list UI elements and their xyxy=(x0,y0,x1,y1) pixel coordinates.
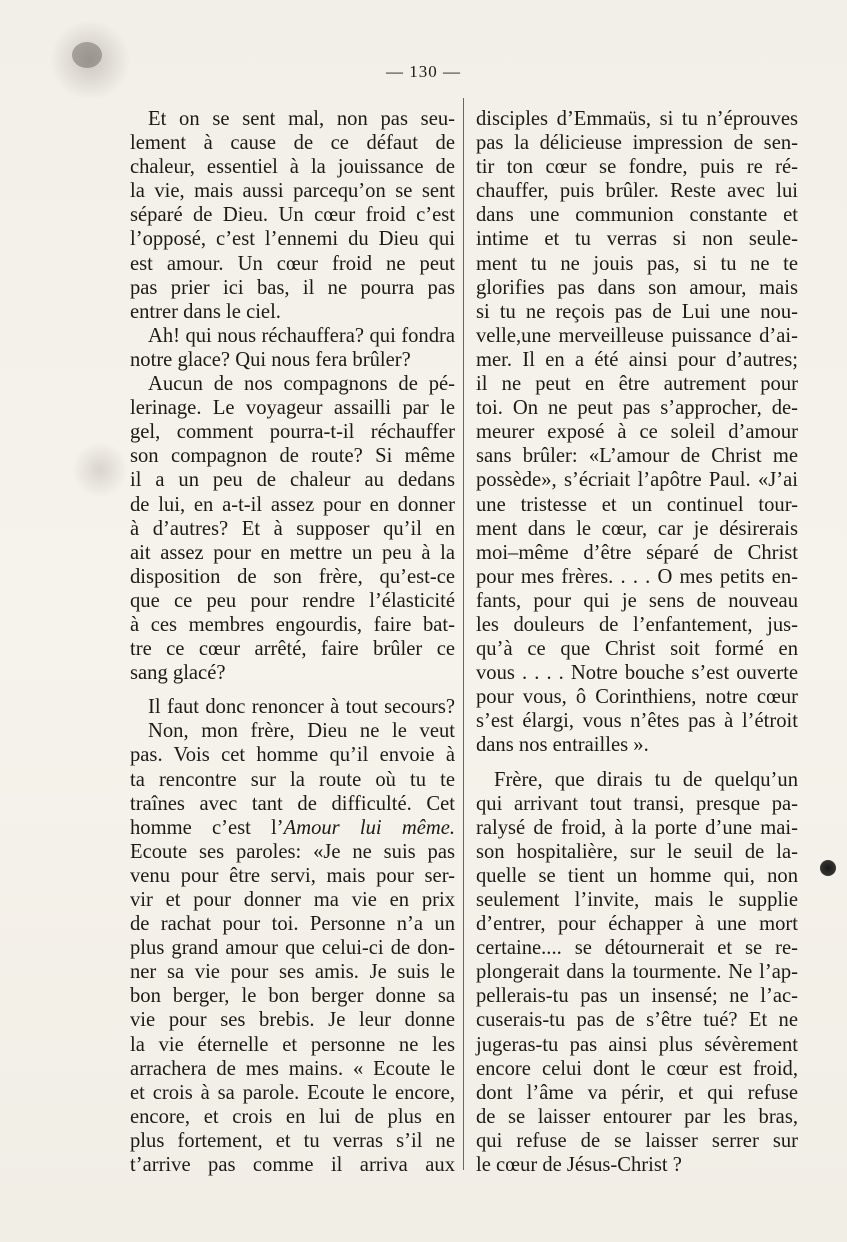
text-line: ner sa vie pour ses amis. Je suis le xyxy=(130,961,455,984)
text-line: le cœur de Jésus-Christ ? xyxy=(476,1154,682,1177)
text-line: arrachera de mes mains. « Ecoute le xyxy=(130,1057,455,1080)
text-line: gel, comment pourra-t-il réchauffer xyxy=(130,421,455,444)
text-line: les douleurs de l’enfantement, jus- xyxy=(476,613,798,636)
text-line: pas prier ici bas, il ne pourra pas xyxy=(130,276,455,299)
text-line: Il faut donc renoncer à tout secours? xyxy=(148,696,455,719)
text-line: Et on se sent mal, non pas seu- xyxy=(148,108,455,130)
text-line: venu pour être servi, mais pour ser- xyxy=(130,864,455,887)
text-line: ait assez pour en mettre un peu à la xyxy=(130,541,455,564)
text-line: chaleur, essentiel à la jouissance de xyxy=(130,156,455,179)
text-line: dans une communion constante et xyxy=(476,204,798,227)
text-line: séparé de Dieu. Un cœur froid c’est xyxy=(130,204,455,227)
text-line: sans brûler: «L’amour de Christ me xyxy=(476,445,798,468)
text-line: d’entrer, pour échapper à une mort xyxy=(476,913,798,936)
text-line: tir ton cœur se fondre, puis re ré- xyxy=(476,156,798,179)
text-line: de se laisser entourer par les bras, xyxy=(476,1105,798,1128)
text-line: certaine.... se détournerait et se re- xyxy=(476,937,798,960)
text-line: l’opposé, c’est l’ennemi du Dieu qui xyxy=(130,228,455,251)
text-line: quelle se tient un homme qui, non xyxy=(476,864,798,887)
text-line: plongerait dans la tourmente. Ne l’ap- xyxy=(476,961,798,984)
text-line: vie pour ses brebis. Je leur donne xyxy=(130,1009,455,1032)
text-line: jugeras-tu pas ainsi plus sévèrement xyxy=(476,1033,798,1056)
ink-blot xyxy=(820,860,836,876)
text-line: lerinage. Le voyageur assailli par le xyxy=(130,397,455,420)
text-line: ralysé de froid, à la porte d’une mai- xyxy=(476,816,798,839)
text-line: meurer exposé à ce soleil d’amour xyxy=(476,421,798,444)
text-line: et crois à sa parole. Ecoute le encore, xyxy=(130,1081,455,1104)
text-line: vir et pour donner ma vie en prix xyxy=(130,889,455,911)
text-line: si tu ne reçois pas de Lui une nou- xyxy=(476,300,798,323)
text-line: notre glace? Qui nous fera brûler? xyxy=(130,348,411,371)
paragraph-gap xyxy=(130,685,455,695)
text-line: de lui, en a-t-il assez pour en donner xyxy=(130,493,455,516)
text-line: pas la délicieuse impression de sen- xyxy=(476,132,798,155)
column-divider xyxy=(463,98,464,1170)
text-line: Frère, que dirais tu de quelqu’un xyxy=(494,768,798,791)
text-line: est amour. Un cœur froid ne peut xyxy=(130,252,455,275)
text-line: toi. On ne peut pas s’approcher, de- xyxy=(476,397,798,420)
text-line: ta rencontre sur la route où tu te xyxy=(130,768,455,791)
text-line: de rachat pour toi. Personne n’a un xyxy=(130,913,455,936)
text-line: vous . . . . Notre bouche s’est ouverte xyxy=(476,662,798,685)
text-line: une tristesse et un continuel tour- xyxy=(476,493,798,516)
text-line: homme c’est l’Amour lui même. xyxy=(130,816,455,839)
text-line: il a un peu de chaleur au dedans xyxy=(130,469,455,492)
text-line: velle,une merveilleuse puissance d’ai- xyxy=(476,324,798,347)
text-line: chauffer, puis brûler. Reste avec lui xyxy=(476,180,798,203)
text-line: s’est élargi, vous n’êtes pas à l’étroit xyxy=(476,710,798,733)
ink-blot xyxy=(72,42,102,68)
text-line: tre ce cœur arrêté, faire brûler ce xyxy=(130,638,455,661)
text-line: qui refuse de se laisser serrer sur xyxy=(476,1129,798,1152)
paragraph-gap xyxy=(476,758,798,768)
text-line: mer. Il en a été ainsi pour d’autres; xyxy=(476,348,798,371)
text-line: fants, pour qui je sens de nouveau xyxy=(476,589,798,612)
text-line: ment tu ne jouis pas, si tu ne te xyxy=(476,252,798,275)
text-line: plus grand amour que celui-ci de don- xyxy=(130,937,455,960)
text-line: la vie, mais aussi parcequ’on se sent xyxy=(130,180,455,203)
text-line: pour vous, ô Corinthiens, notre cœur xyxy=(476,686,798,709)
text-line: Aucun de nos compagnons de pé- xyxy=(148,373,455,396)
text-line: que ce peu pour rendre l’élasticité xyxy=(130,589,455,612)
text-line: son compagnon de route? Si même xyxy=(130,445,455,468)
left-column xyxy=(130,107,455,1177)
text-line: disciples d’Emmaüs, si tu n’éprouves xyxy=(476,108,798,130)
text-line: sang glacé? xyxy=(130,662,226,685)
text-line: pellerais-tu pas un insensé; ne l’ac- xyxy=(476,985,798,1008)
italic-phrase: Amour lui même. xyxy=(283,816,455,839)
text-line: il ne peut en être autrement pour xyxy=(476,373,798,396)
text-line: qui arrivant tout transi, presque pa- xyxy=(476,792,798,815)
text-line: glorifies pas dans son amour, mais xyxy=(476,276,798,299)
text-line: Ecoute ses paroles: «Je ne suis pas xyxy=(130,840,455,863)
text-line: bon berger, le bon berger donne sa xyxy=(130,985,455,1008)
text-line: possède», s’écriait l’apôtre Paul. «J’ai xyxy=(476,469,798,492)
text-line: dans nos entrailles ». xyxy=(476,734,649,757)
text-line: ment dans le cœur, car je désirerais xyxy=(476,517,798,540)
text-line: à ces membres engourdis, faire bat- xyxy=(130,613,455,636)
text-line: la vie éternelle et personne ne les xyxy=(130,1033,455,1056)
text-line: qu’à ce que Christ soit formé en xyxy=(476,638,798,661)
text-line: disposition de son frère, qu’est-ce xyxy=(130,565,455,588)
text-line: Non, mon frère, Dieu ne le veut xyxy=(148,720,455,743)
text-line: traînes avec tant de difficulté. Cet xyxy=(130,792,455,815)
text-line: encore, et crois en lui de plus en xyxy=(130,1105,455,1128)
page-number: — 130 — xyxy=(386,62,461,81)
text-line: lement à cause de ce défaut de xyxy=(130,132,455,155)
text-line: Ah! qui nous réchauffera? qui fondra xyxy=(148,324,455,347)
text-line: plus fortement, et tu verras s’il ne xyxy=(130,1129,455,1152)
text-line: entrer dans le ciel. xyxy=(130,300,281,323)
text-line: moi–même d’être séparé de Christ xyxy=(476,541,798,564)
text-line: cuserais-tu pas de s’être tué? Et ne xyxy=(476,1009,798,1032)
text-line: pas. Vois cet homme qu’il envoie à xyxy=(130,744,455,767)
text-line: seulement l’invite, mais le supplie xyxy=(476,889,798,911)
right-column xyxy=(476,107,798,1177)
text-line: son hospitalière, sur le seuil de la- xyxy=(476,840,798,863)
text-line: encore celui dont le cœur est froid, xyxy=(476,1057,798,1080)
text-line: intime et tu verras si non seule- xyxy=(476,228,798,251)
text-line: t’arrive pas comme il arriva aux xyxy=(130,1154,455,1177)
text-line: dont l’âme va périr, et qui refuse xyxy=(476,1081,798,1104)
text-line: à d’autres? Et à supposer qu’il en xyxy=(130,517,455,540)
text-line: pour mes frères. . . . O mes petits en- xyxy=(476,565,798,588)
